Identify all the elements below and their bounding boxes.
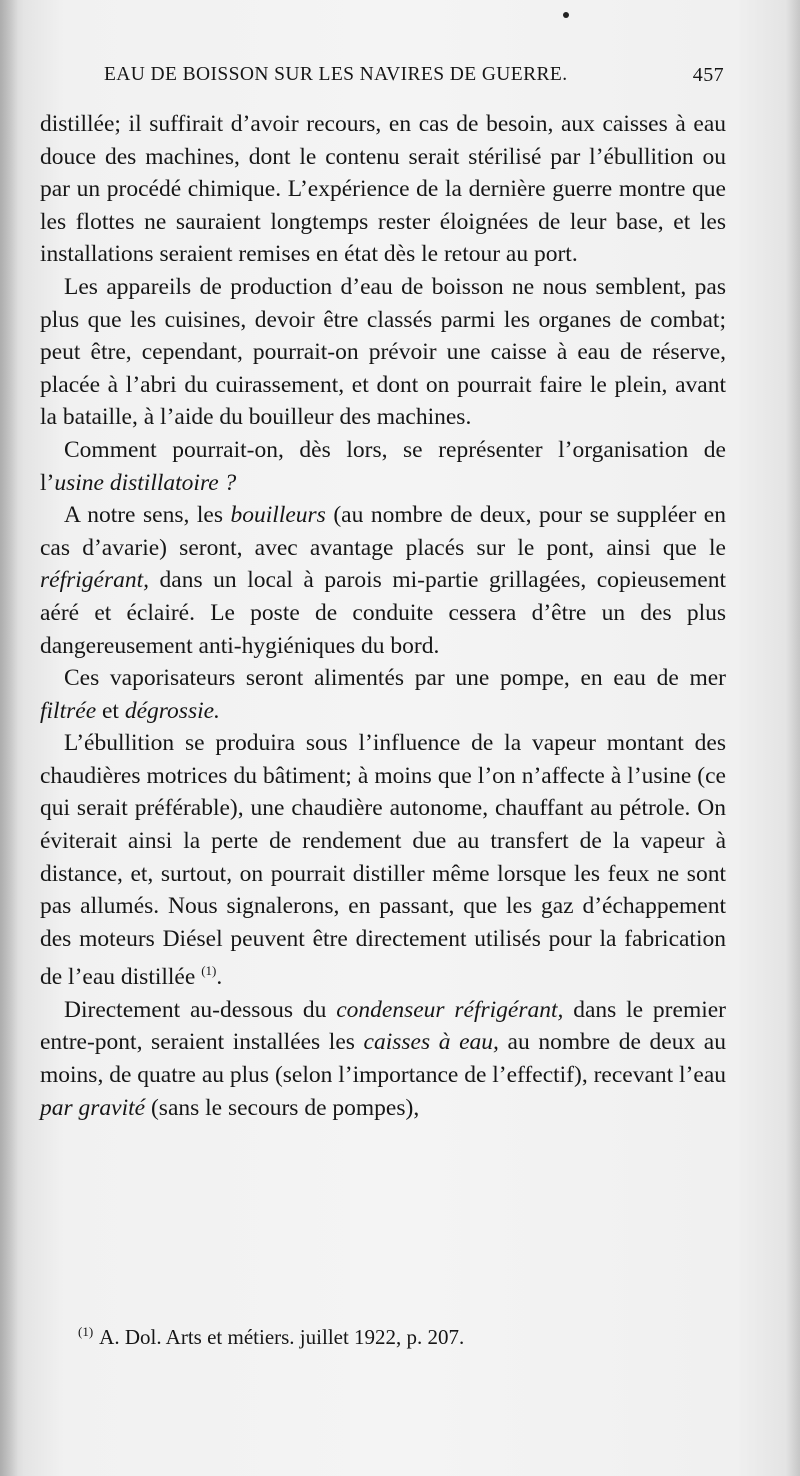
paragraph-text: Directement au-dessous du (64, 996, 337, 1023)
ink-mark (563, 12, 569, 18)
paragraph-text: Comment pourrait-on, dès lors, se représenter l’organisation de l’ (40, 436, 726, 496)
footnote-marker: (1) (78, 1324, 94, 1339)
italic-text: caisses à eau, (363, 1029, 499, 1056)
running-title: EAU DE BOISSON SUR LES NAVIRES DE GUERRE. (104, 64, 568, 85)
paragraph-text: et (96, 697, 125, 724)
paragraph-text: A notre sens, les (64, 502, 231, 529)
paragraph (40, 662, 726, 727)
paragraph (40, 727, 726, 994)
paragraph-text: au nombre de deux au moins, de quatre au plus (selon l’importance de l’effectif), recevant l’eau (40, 1029, 726, 1089)
paragraph (40, 108, 726, 271)
footnote (78, 1318, 718, 1351)
paragraph-text: (au nombre de deux, pour se suppléer en cas d’avarie) seront, avec avantage placés sur le pont, ainsi que le (40, 502, 726, 561)
italic-text: condenseur réfrigérant, (336, 996, 564, 1023)
paragraph-text: distillée; il suffirait d’avoir recours, en cas de besoin, aux caisses à eau douce des machines, dont le contenu serait stérilisé par l’ébullition ou par un procédé chimique. L’expérience de la dernière guerre montre que les flottes ne sauraient longtemps rester éloignées de leur base, et les installations seraient remises en état dès le retour au port. (40, 111, 726, 268)
footnote-text: A. Dol. Arts et métiers. juillet 1922, p. 207. (99, 1325, 465, 1349)
running-header (104, 56, 724, 96)
paragraph-text: Ces vaporisateurs seront alimentés par une pompe, en eau de mer (64, 665, 726, 692)
paragraph-text: (sans le secours de pompes), (145, 1094, 420, 1121)
paragraph-text: . (216, 964, 223, 991)
italic-text: dégrossie. (124, 697, 220, 724)
body-text (40, 108, 726, 1124)
paragraph (40, 271, 726, 434)
paragraph-text: dans un local à parois mi-partie grillagées, copieusement aéré et éclairé. Le poste de conduite cessera d’être un des plus dangereusement anti-hygiéniques du bord. (40, 567, 726, 659)
footnote-reference: (1) (201, 963, 217, 979)
italic-text: réfrigérant, (40, 567, 150, 594)
paragraph-text: dans le premier entre-pont, seraient installées les (40, 996, 727, 1056)
paragraph-text: Les appareils de production d’eau de boisson ne nous semblent, pas plus que les cuisines, devoir être classés parmi les organes de combat; peut être, cependant, pourrait-on prévoir une caisse à eau de réserve, placée à l’abri du cuirassement, et dont on pourrait faire le plein, avant la bataille, à l’aide du bouilleur des machines. (40, 273, 726, 431)
paragraph-text: L’ébullition se produira sous l’influence de la vapeur montant des chaudières motrices du bâtiment; à moins que l’on n’affecte à l’usine (ce qui serait préférable), une chaudière autonome, chauffant au pétrole. On éviterait ainsi la perte de rendement due au transfert de la vapeur à distance, et, surtout, on pourrait distiller même lorsque les feux ne sont pas allumés. Nous signalerons, en passant, que les gaz d’échappement des moteurs Diésel peuvent être directement utilisés pour la fabrication de l’eau distillée (40, 730, 726, 991)
paragraph (40, 499, 726, 662)
page-spine-shadow (0, 0, 18, 1476)
italic-text: par gravité (40, 1094, 146, 1121)
page-number: 457 (692, 64, 724, 86)
italic-text: usine distillatoire ? (54, 469, 237, 496)
page-edge-shadow (786, 0, 800, 1476)
italic-text: filtrée (40, 697, 97, 724)
paragraph (40, 994, 726, 1124)
paragraph (40, 434, 726, 499)
italic-text: bouilleurs (230, 502, 326, 529)
